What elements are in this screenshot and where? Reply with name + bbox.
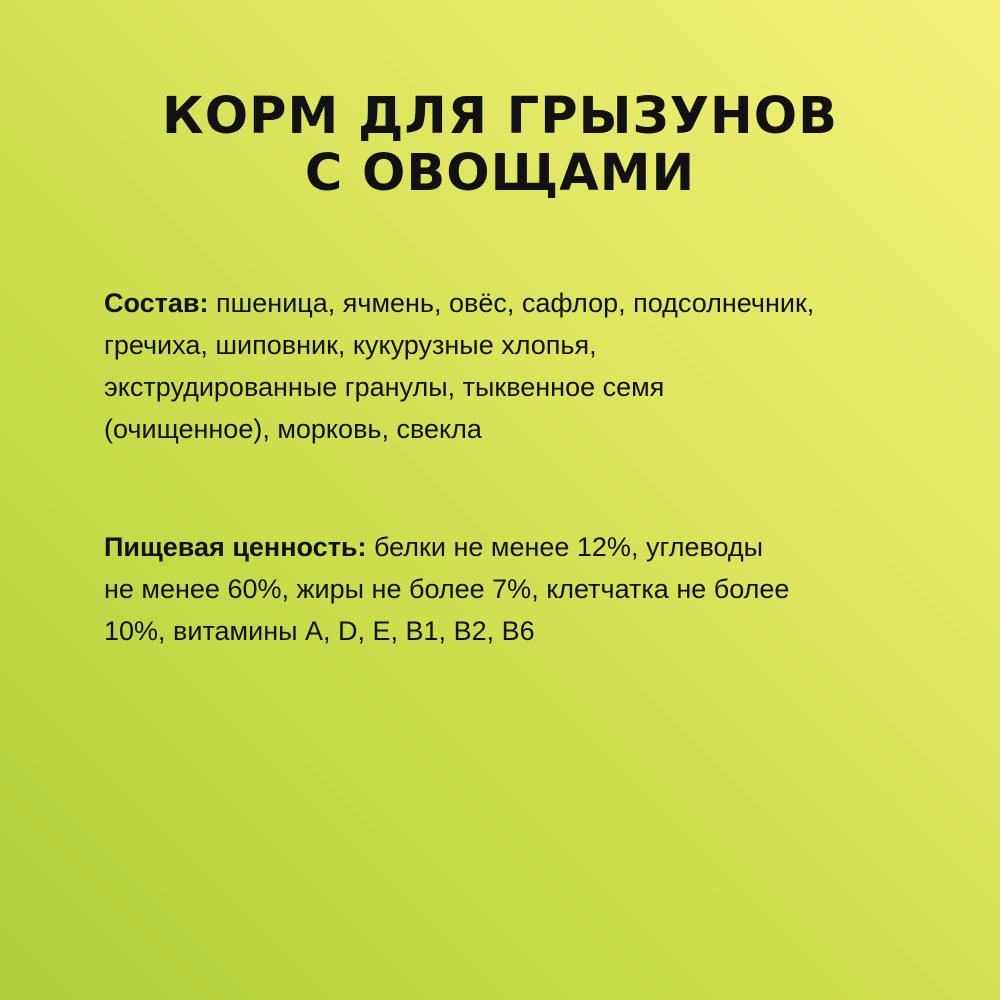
title-line-1: КОРМ ДЛЯ ГРЫЗУНОВ <box>162 87 838 146</box>
composition-section <box>104 282 924 450</box>
nutrition-line-1 <box>104 526 924 568</box>
composition-line-1 <box>104 282 924 324</box>
composition-line-2: гречиха, шиповник, кукурузные хлопья, <box>104 330 597 360</box>
composition-text-1: пшеница, ячмень, овёс, сафлор, подсолнечник, <box>208 288 815 318</box>
nutrition-line-2: не менее 60%, жиры не более 7%, клетчатка не более <box>104 574 790 604</box>
composition-label: Состав: <box>104 288 209 318</box>
nutrition-section <box>104 526 924 652</box>
nutrition-text-1: белки не менее 12%, углеводы <box>366 532 764 562</box>
nutrition-line-3: 10%, витамины А, D, E, B1, B2, B6 <box>104 616 535 646</box>
nutrition-label: Пищевая ценность: <box>104 532 367 562</box>
composition-line-3: экструдированные гранулы, тыквенное семя <box>104 372 665 402</box>
composition-line-4: (очищенное), морковь, свекла <box>104 414 482 444</box>
product-title <box>0 88 1000 202</box>
title-line-2: С ОВОЩАМИ <box>304 144 696 203</box>
